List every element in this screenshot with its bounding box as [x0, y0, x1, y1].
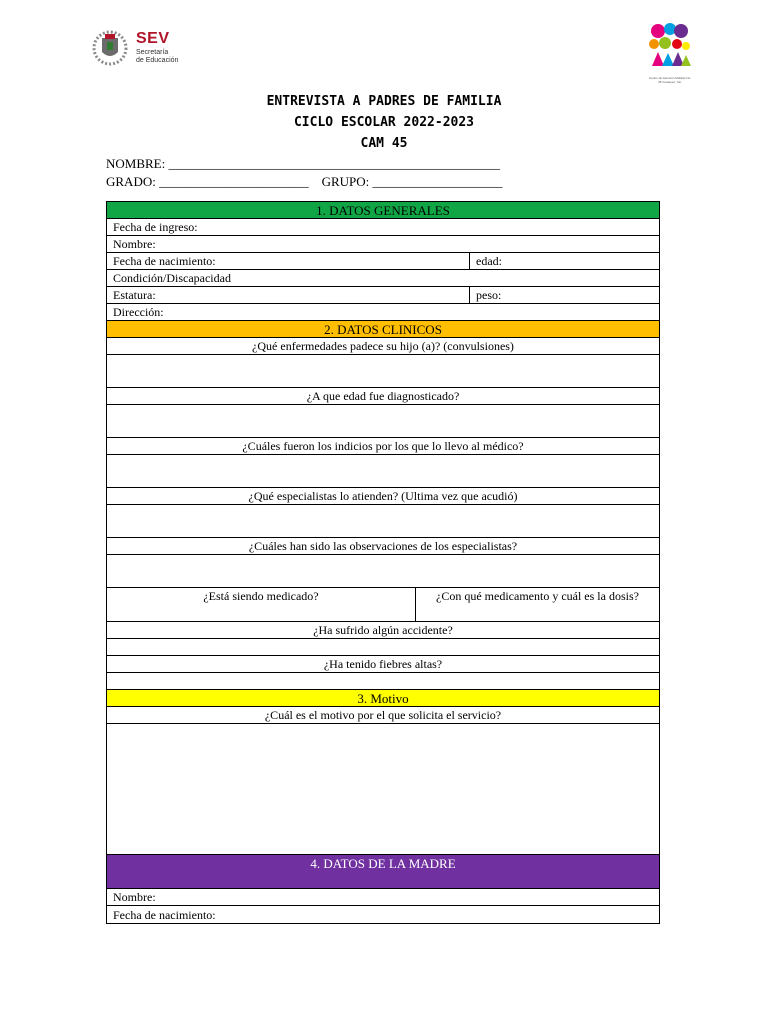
section-title: 4. DATOS DE LA MADRE	[310, 856, 456, 871]
children-figures-icon	[648, 22, 692, 70]
question-row	[107, 438, 659, 455]
label-direccion: Dirección:	[113, 305, 164, 319]
interview-form	[106, 201, 660, 924]
question-medicamento-dosis: ¿Con qué medicamento y cuál es la dosis?	[415, 588, 659, 621]
answer-row[interactable]	[107, 455, 659, 488]
section-title: 3. Motivo	[357, 690, 409, 706]
question-especialistas: ¿Qué especialistas lo atienden? (Ultima vez que acudió)	[248, 489, 518, 503]
row-fecha-ingreso[interactable]	[107, 219, 659, 236]
school-cycle: CICLO ESCOLAR 2022-2023	[293, 115, 474, 130]
row-fecha-nacimiento[interactable]	[107, 253, 659, 270]
row-direccion[interactable]	[107, 304, 659, 321]
question-motivo: ¿Cuál es el motivo por el que solicita el servicio?	[264, 708, 502, 722]
section-header-datos-generales	[107, 202, 659, 219]
answer-row[interactable]	[107, 505, 659, 538]
veracruz-shield-icon	[92, 26, 128, 70]
sev-acronym: SEV	[136, 29, 170, 47]
answer-row[interactable]	[107, 673, 659, 690]
grado-grupo-field[interactable]: GRADO: _______________________ GRUPO: ____________________	[106, 174, 503, 189]
question-row	[107, 388, 659, 405]
sev-line-1: Secretaría	[136, 48, 169, 56]
question-accidente: ¿Ha sufrido algún accidente?	[313, 623, 453, 637]
cam-logo	[648, 22, 692, 90]
label-madre-nombre: Nombre:	[113, 890, 156, 904]
question-row	[107, 707, 659, 724]
row-estatura[interactable]	[107, 287, 659, 304]
label-condicion: Condición/Discapacidad	[113, 271, 231, 285]
label-nombre: Nombre:	[113, 237, 156, 251]
answer-row[interactable]	[107, 724, 659, 855]
label-fecha-ingreso: Fecha de ingreso:	[113, 220, 198, 234]
question-row	[107, 656, 659, 673]
question-medicado: ¿Está siendo medicado?	[203, 589, 319, 603]
row-condicion[interactable]	[107, 270, 659, 287]
question-row	[107, 488, 659, 505]
section-header-datos-clinicos	[107, 321, 659, 338]
section-header-motivo	[107, 690, 659, 707]
section-header-datos-madre	[107, 855, 659, 889]
question-row	[107, 538, 659, 555]
question-edad-diagnostico: ¿A que edad fue diagnosticado?	[306, 389, 460, 403]
row-madre-nombre[interactable]	[107, 889, 659, 906]
sev-line-2: de Educación	[136, 57, 179, 64]
cam-logo-caption: Centro de Atención Múltiple No. 45 Coatepec, Ver.	[648, 76, 692, 84]
medication-row[interactable]	[107, 588, 659, 622]
label-edad: edad:	[469, 253, 659, 269]
answer-row[interactable]	[107, 405, 659, 438]
row-nombre[interactable]	[107, 236, 659, 253]
sev-logo	[92, 24, 178, 72]
answer-row[interactable]	[107, 355, 659, 388]
question-row	[107, 338, 659, 355]
question-observaciones: ¿Cuáles han sido las observaciones de los especialistas?	[248, 539, 518, 553]
label-madre-fecha-nacimiento: Fecha de nacimiento:	[113, 907, 216, 922]
row-madre-fecha-nacimiento[interactable]	[107, 906, 659, 923]
question-row	[107, 622, 659, 639]
label-peso: peso:	[469, 287, 659, 303]
answer-row[interactable]	[107, 639, 659, 656]
document-title: ENTREVISTA A PADRES DE FAMILIA	[266, 94, 502, 109]
question-enfermedades: ¿Qué enfermedades padece su hijo (a)? (convulsiones)	[252, 339, 514, 353]
question-indicios: ¿Cuáles fueron los indicios por los que lo llevo al médico?	[242, 439, 524, 453]
answer-row[interactable]	[107, 555, 659, 588]
school-name: CAM 45	[360, 136, 408, 151]
nombre-field[interactable]: NOMBRE: ___________________________________________________	[106, 156, 500, 171]
section-title: 2. DATOS CLINICOS	[324, 321, 442, 337]
label-fecha-nacimiento: Fecha de nacimiento:	[113, 254, 216, 268]
section-title: 1. DATOS GENERALES	[316, 202, 450, 218]
label-estatura: Estatura:	[113, 288, 156, 302]
question-fiebres: ¿Ha tenido fiebres altas?	[323, 657, 443, 671]
